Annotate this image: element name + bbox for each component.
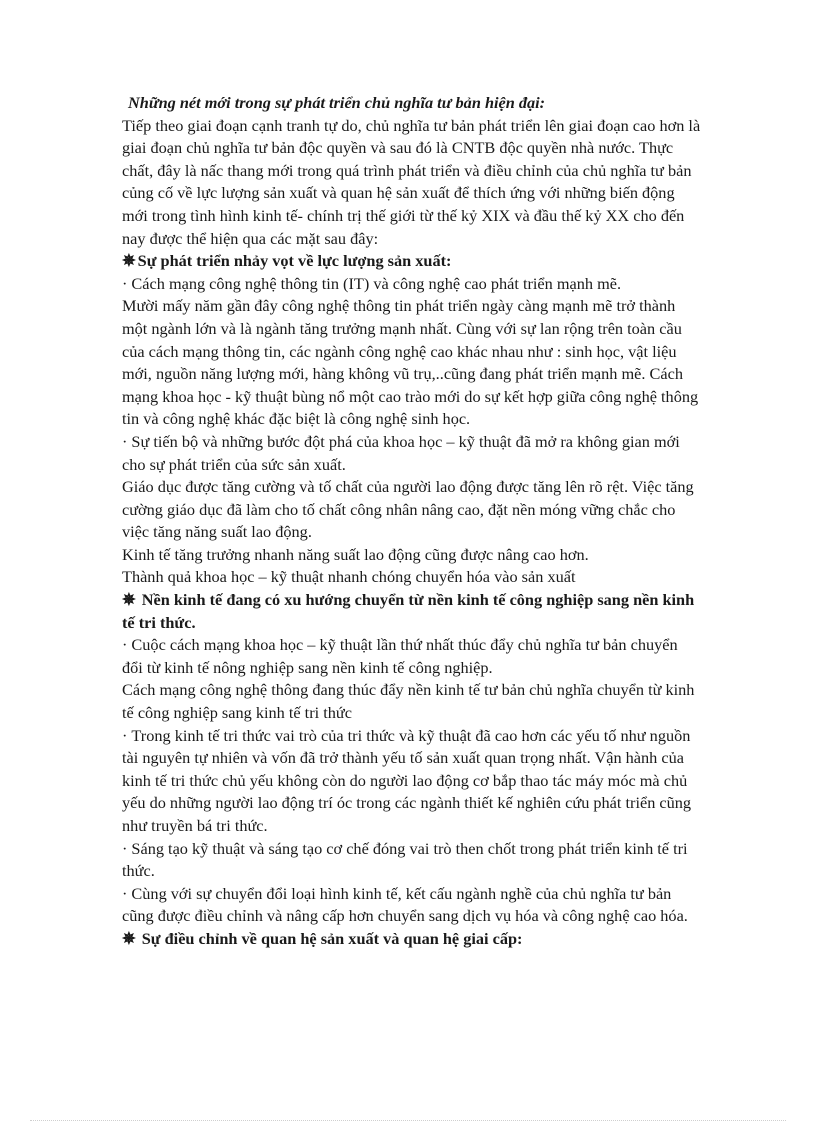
dot-bullet-icon: · xyxy=(122,273,128,293)
document-title: Những nét mới trong sự phát triển chủ nghĩa tư bản hiện đại: xyxy=(128,93,546,112)
bullet-item: · Sự tiến bộ và những bước đột phá của khoa học – kỹ thuật đã mở ra không gian mới cho sự phát triển của sức sản xuất. xyxy=(122,431,680,474)
document-page xyxy=(122,92,702,951)
dot-bullet-icon: · xyxy=(122,725,128,745)
dot-bullet-icon: · xyxy=(122,838,128,858)
star-bullet-icon: ✵ xyxy=(122,590,136,610)
paragraph: Kinh tế tăng trưởng nhanh năng suất lao động cũng được nâng cao hơn. xyxy=(122,544,589,564)
section-heading-productive-forces: ✵ Sự phát triển nhảy vọt về lực lượng sản xuất: xyxy=(122,250,702,273)
bullet-item: · Cách mạng công nghệ thông tin (IT) và công nghệ cao phát triển mạnh mẽ. xyxy=(122,273,702,296)
dot-bullet-icon: · xyxy=(122,431,128,451)
section-heading-production-relations: ✵ Sự điều chỉnh về quan hệ sản xuất và quan hệ giai cấp: xyxy=(122,928,702,951)
section-heading-knowledge-economy: ✵ Nền kinh tế đang có xu hướng chuyển từ nền kinh tế công nghiệp sang nền kinh tế tri thức. xyxy=(122,590,695,632)
bullet-item: · Trong kinh tế tri thức vai trò của tri thức và kỹ thuật đã cao hơn các yếu tố như nguồn tài nguyên tự nhiên và vốn đã trở thành yếu tố sản xuất quan trọng nhất. Vận hành của kinh tế tri thức chủ yếu không còn do người lao động cơ bắp thao tác máy móc mà chủ yếu do những người lao động trí óc trong các ngành thiết kế nghiên cứu phát triển cũng như truyền bá tri thức. xyxy=(122,725,692,835)
intro-paragraph: Tiếp theo giai đoạn cạnh tranh tự do, chủ nghĩa tư bản phát triển lên giai đoạn cao hơn là giai đoạn chủ nghĩa tư bản độc quyền và sau đó là CNTB độc quyền nhà nước. Thực chất, đây là nấc thang mới trong quá trình phát triển và điều chỉnh của chủ nghĩa tư bản củng cố về lực lượng sản xuất và quan hệ sản xuất để thích ứng với những biến động mới trong tình hình kinh tế- chính trị thế giới từ thế kỷ XIX và đầu thế kỷ XX cho đến nay được thể hiện qua các mặt sau đây: xyxy=(122,115,701,248)
page-bottom-divider xyxy=(30,1120,786,1121)
bullet-item: · Sáng tạo kỹ thuật và sáng tạo cơ chế đóng vai trò then chốt trong phát triển kinh tế tri thức. xyxy=(122,838,688,881)
star-bullet-icon: ✵ xyxy=(122,928,136,948)
paragraph: Thành quả khoa học – kỹ thuật nhanh chóng chuyển hóa vào sản xuất xyxy=(122,567,576,587)
bullet-item: · Cuộc cách mạng khoa học – kỹ thuật lần thứ nhất thúc đẩy chủ nghĩa tư bản chuyển đổi từ kinh tế nông nghiệp sang nền kinh tế công nghiệp. xyxy=(122,635,678,677)
paragraph: Cách mạng công nghệ thông đang thúc đẩy nền kinh tế tư bản chủ nghĩa chuyển từ kinh tế công nghiệp sang kinh tế tri thức xyxy=(122,680,695,723)
dot-bullet-icon: · xyxy=(122,883,128,903)
star-bullet-icon: ✵ xyxy=(122,251,136,271)
paragraph: Giáo dục được tăng cường và tố chất của người lao động được tăng lên rõ rệt. Việc tăng cường giáo dục đã làm cho tố chất công nhân nâng cao, đặt nền móng vững chắc cho việc tăng năng suất lao động. xyxy=(122,477,694,542)
bullet-item: · Cùng với sự chuyển đổi loại hình kinh tế, kết cấu ngành nghề của chủ nghĩa tư bản cũng được điều chỉnh và nâng cấp hơn chuyển sang dịch vụ hóa và công nghệ cao hóa. xyxy=(122,883,688,926)
paragraph: Mười mấy năm gần đây công nghệ thông tin phát triển ngày càng mạnh mẽ trở thành một ngành lớn và là ngành tăng trưởng mạnh nhất. Cùng với sự lan rộng trên toàn cầu của cách mạng thông tin, các ngành công nghệ cao khác nhau như : sinh học, vật liệu mới, nguồn năng lượng mới, hàng không vũ trụ,..cũng đang phát triển mạnh mẽ. Cách mạng khoa học - kỹ thuật bùng nổ một cao trào mới do sự kết hợp giữa công nghệ thông tin và công nghệ khác đặc biệt là công nghệ sinh học. xyxy=(122,296,699,429)
dot-bullet-icon: · xyxy=(122,635,128,655)
